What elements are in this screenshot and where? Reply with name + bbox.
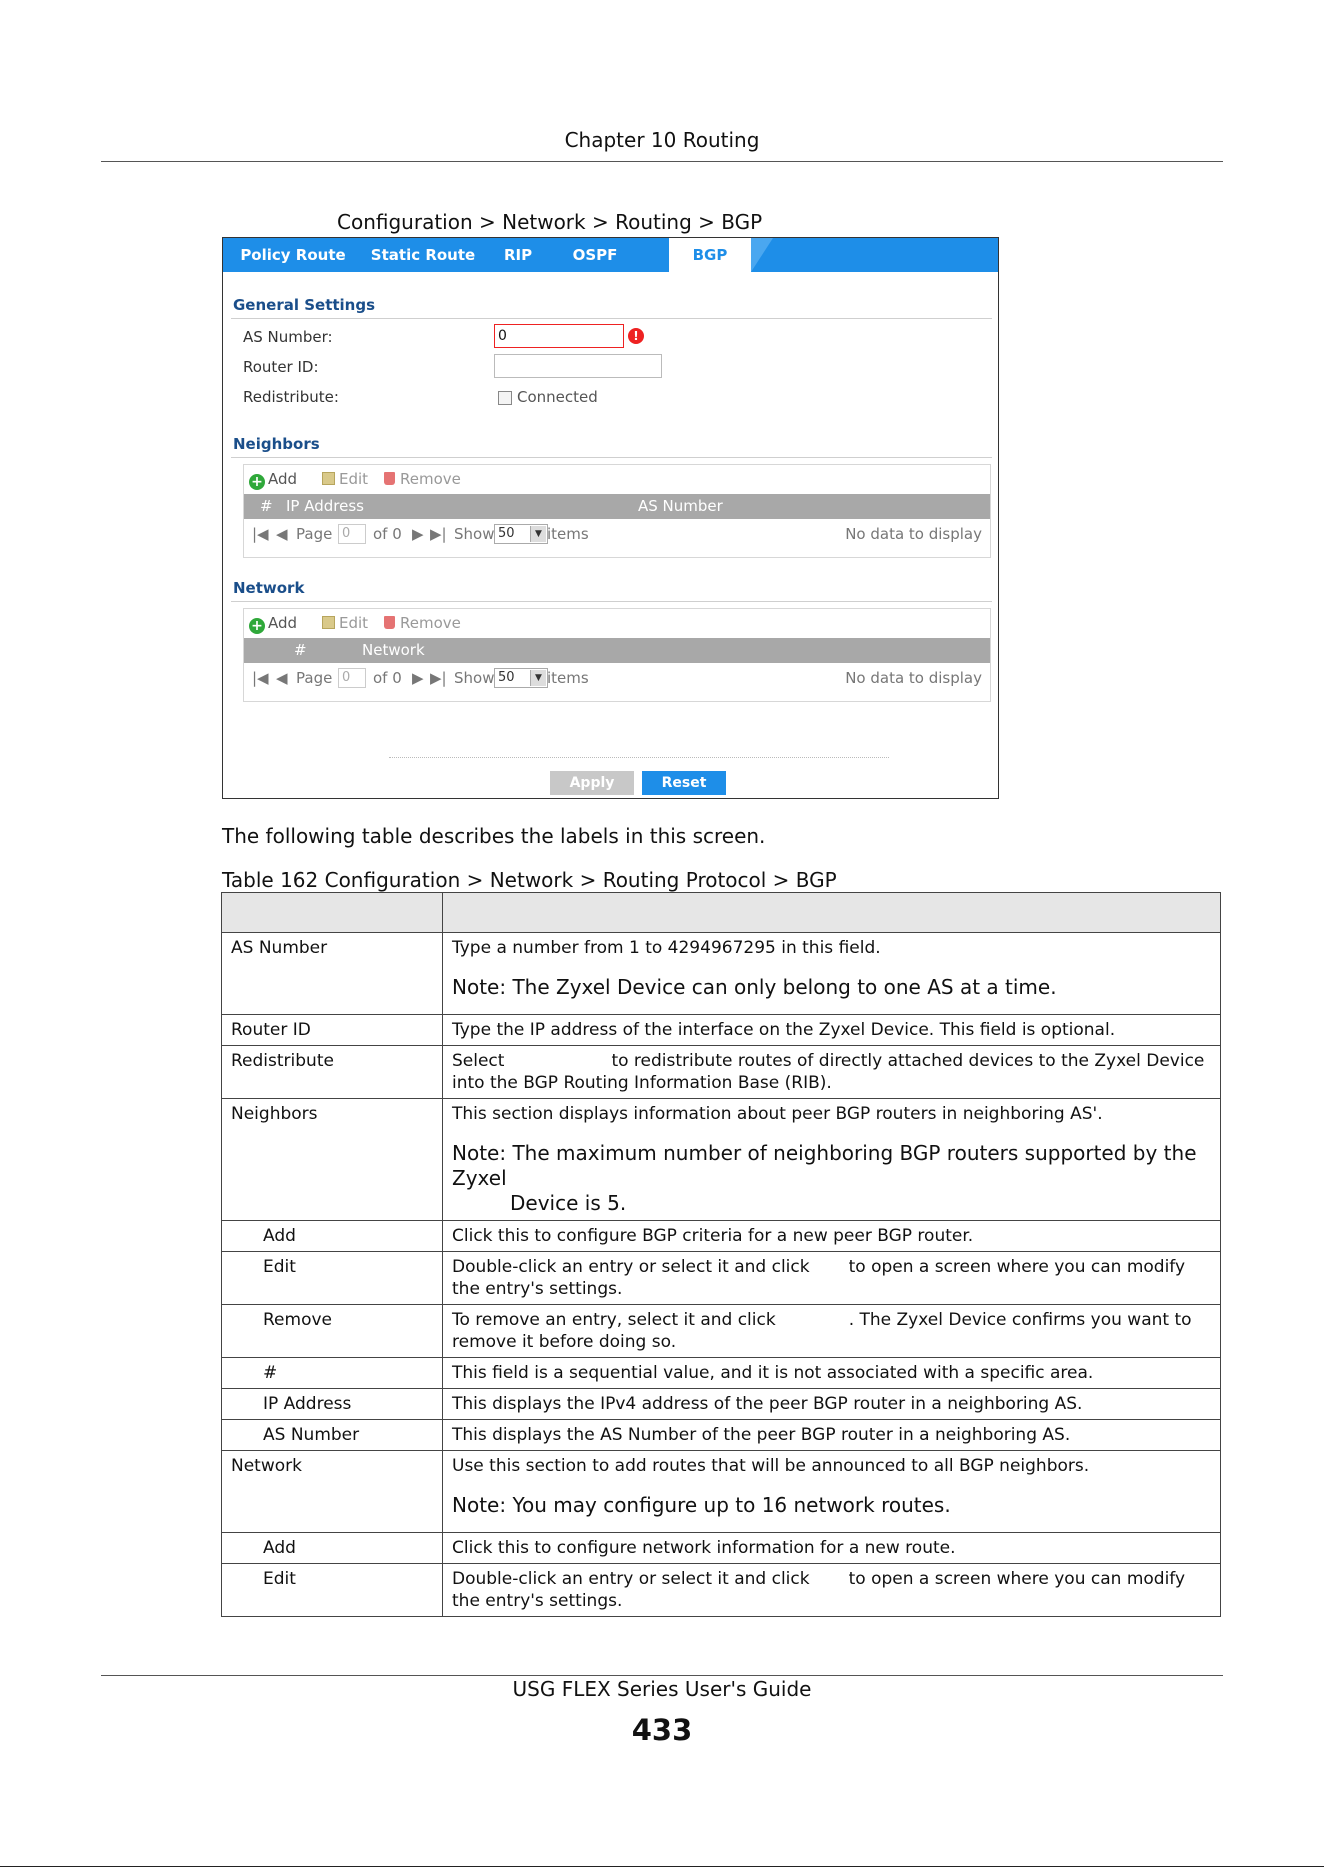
col-number[interactable]: # xyxy=(260,497,273,515)
prev-page-icon[interactable]: ◀ xyxy=(276,525,288,543)
chevron-down-icon: ▼ xyxy=(530,526,546,542)
col-as-number[interactable]: AS Number xyxy=(638,497,723,515)
table-row xyxy=(222,933,1221,1015)
network-divider xyxy=(231,601,992,602)
row-label: IP Address xyxy=(222,1389,443,1420)
neighbors-grid xyxy=(243,464,991,558)
table-row xyxy=(222,1420,1221,1451)
table-row xyxy=(222,1358,1221,1389)
neighbors-remove-button[interactable]: Remove xyxy=(384,470,461,488)
table-row xyxy=(222,1564,1221,1617)
row-description: Select to redistribute routes of directly attached devices to the Zyxel Device into the BGP Routing Information Base (RIB). xyxy=(443,1046,1221,1099)
row-label: # xyxy=(222,1358,443,1389)
col-number[interactable]: # xyxy=(294,641,307,659)
next-page-icon[interactable]: ▶ xyxy=(412,669,424,687)
as-number-label: AS Number: xyxy=(243,328,333,346)
page-of-label: of 0 xyxy=(373,669,402,687)
connected-label: Connected xyxy=(517,388,598,406)
no-data-label: No data to display xyxy=(845,525,982,543)
col-ip-address[interactable]: IP Address xyxy=(286,497,364,515)
row-note: Note: The Zyxel Device can only belong to one AS at a time. xyxy=(452,975,1057,999)
items-label: items xyxy=(547,525,589,543)
row-description: This section displays information about peer BGP routers in neighboring AS'. Note: The maximum number of neighboring BGP routers supported by the Zyxel Device is 5. xyxy=(443,1099,1221,1221)
apply-button[interactable]: Apply xyxy=(550,771,634,795)
row-label: Router ID xyxy=(222,1015,443,1046)
header-divider xyxy=(101,161,1223,162)
reset-button[interactable]: Reset xyxy=(642,771,726,795)
page-input[interactable]: 0 xyxy=(338,668,366,688)
chapter-header: Chapter 10 Routing xyxy=(564,128,760,152)
network-add-button[interactable]: + Add xyxy=(249,614,297,634)
last-page-icon[interactable]: ▶| xyxy=(430,525,447,543)
general-settings-title: General Settings xyxy=(233,296,376,314)
header-description-cell xyxy=(443,893,1221,933)
error-icon: ! xyxy=(628,328,644,344)
table-row xyxy=(222,1389,1221,1420)
chevron-down-icon: ▼ xyxy=(530,670,546,686)
row-label: Network xyxy=(222,1451,443,1533)
row-note: Note: The maximum number of neighboring BGP routers supported by the Zyxel Device is 5. xyxy=(452,1141,1197,1215)
table-header-row xyxy=(222,893,1221,933)
row-description: Use this section to add routes that will be announced to all BGP neighbors. Note: You may configure up to 16 network routes. xyxy=(443,1451,1221,1533)
next-page-icon[interactable]: ▶ xyxy=(412,525,424,543)
row-label: AS Number xyxy=(222,933,443,1015)
tab-bar xyxy=(223,238,998,272)
tab-rip[interactable]: RIP xyxy=(503,246,533,264)
table-row xyxy=(222,1252,1221,1305)
connected-checkbox[interactable] xyxy=(498,391,512,405)
network-header-row xyxy=(244,638,990,663)
row-label: Edit xyxy=(222,1252,443,1305)
first-page-icon[interactable]: |◀ xyxy=(252,669,269,687)
figure-caption: Configuration > Network > Routing > BGP xyxy=(337,210,763,234)
items-label: items xyxy=(547,669,589,687)
page-number: 433 xyxy=(631,1713,693,1747)
add-icon: + xyxy=(249,474,265,490)
header-label-cell xyxy=(222,893,443,933)
first-page-icon[interactable]: |◀ xyxy=(252,525,269,543)
page-label: Page xyxy=(296,669,333,687)
neighbors-header-row xyxy=(244,494,990,519)
table-row xyxy=(222,1533,1221,1564)
table-row xyxy=(222,1046,1221,1099)
tab-policy-route[interactable]: Policy Route xyxy=(240,246,346,264)
table-row xyxy=(222,1451,1221,1533)
network-title: Network xyxy=(233,579,305,597)
network-grid xyxy=(243,608,991,702)
neighbors-edit-button[interactable]: Edit xyxy=(322,470,368,488)
table-caption: Table 162 Configuration > Network > Routing Protocol > BGP xyxy=(222,868,837,892)
no-data-label: No data to display xyxy=(845,669,982,687)
router-id-input[interactable] xyxy=(494,354,662,378)
trash-icon xyxy=(384,472,395,485)
row-description: Double-click an entry or select it and click to open a screen where you can modify the entry's settings. xyxy=(443,1564,1221,1617)
as-number-input[interactable]: 0 xyxy=(494,324,624,348)
row-description: Type a number from 1 to 4294967295 in this field. Note: The Zyxel Device can only belong to one AS at a time. xyxy=(443,933,1221,1015)
tab-static-route[interactable]: Static Route xyxy=(370,246,476,264)
tab-ospf[interactable]: OSPF xyxy=(572,246,618,264)
redistribute-label: Redistribute: xyxy=(243,388,339,406)
row-description: This field is a sequential value, and it is not associated with a specific area. xyxy=(443,1358,1221,1389)
edit-icon xyxy=(322,616,335,629)
bgp-screen xyxy=(222,237,999,799)
router-id-label: Router ID: xyxy=(243,358,319,376)
neighbors-title: Neighbors xyxy=(233,435,320,453)
button-separator xyxy=(389,757,889,758)
row-label: Redistribute xyxy=(222,1046,443,1099)
neighbors-add-button[interactable]: + Add xyxy=(249,470,297,490)
network-edit-button[interactable]: Edit xyxy=(322,614,368,632)
page-size-select[interactable]: 50 ▼ xyxy=(494,524,548,544)
tab-notch xyxy=(751,238,773,272)
row-label: Remove xyxy=(222,1305,443,1358)
prev-page-icon[interactable]: ◀ xyxy=(276,669,288,687)
trash-icon xyxy=(384,616,395,629)
row-description: To remove an entry, select it and click . The Zyxel Device confirms you want to remove it before doing so. xyxy=(443,1305,1221,1358)
edit-icon xyxy=(322,472,335,485)
page-input[interactable]: 0 xyxy=(338,524,366,544)
row-description: Type the IP address of the interface on the Zyxel Device. This field is optional. xyxy=(443,1015,1221,1046)
row-description: Click this to configure network information for a new route. xyxy=(443,1533,1221,1564)
description-table xyxy=(221,892,1221,1617)
row-label: Neighbors xyxy=(222,1099,443,1221)
network-pager xyxy=(244,665,990,691)
col-network[interactable]: Network xyxy=(362,641,425,659)
row-description: Double-click an entry or select it and click to open a screen where you can modify the entry's settings. xyxy=(443,1252,1221,1305)
row-label: AS Number xyxy=(222,1420,443,1451)
table-row xyxy=(222,1015,1221,1046)
page-label: Page xyxy=(296,525,333,543)
table-row xyxy=(222,1305,1221,1358)
network-remove-button[interactable]: Remove xyxy=(384,614,461,632)
row-note: Note: You may configure up to 16 network routes. xyxy=(452,1493,951,1517)
row-description: This displays the AS Number of the peer BGP router in a neighboring AS. xyxy=(443,1420,1221,1451)
intro-text: The following table describes the labels in this screen. xyxy=(222,824,766,848)
neighbors-divider xyxy=(231,457,992,458)
show-label: Show xyxy=(454,669,495,687)
footer-divider xyxy=(101,1675,1223,1676)
table-row xyxy=(222,1221,1221,1252)
page-of-label: of 0 xyxy=(373,525,402,543)
neighbors-pager xyxy=(244,521,990,547)
tab-bgp[interactable]: BGP xyxy=(669,238,751,272)
general-divider xyxy=(231,318,992,319)
row-description: This displays the IPv4 address of the peer BGP router in a neighboring AS. xyxy=(443,1389,1221,1420)
row-label: Add xyxy=(222,1221,443,1252)
row-description: Click this to configure BGP criteria for a new peer BGP router. xyxy=(443,1221,1221,1252)
row-label: Edit xyxy=(222,1564,443,1617)
table-row xyxy=(222,1099,1221,1221)
bottom-edge-line xyxy=(0,1866,1324,1867)
guide-title: USG FLEX Series User's Guide xyxy=(512,1677,812,1701)
row-label: Add xyxy=(222,1533,443,1564)
show-label: Show xyxy=(454,525,495,543)
last-page-icon[interactable]: ▶| xyxy=(430,669,447,687)
add-icon: + xyxy=(249,618,265,634)
page-size-select[interactable]: 50 ▼ xyxy=(494,668,548,688)
